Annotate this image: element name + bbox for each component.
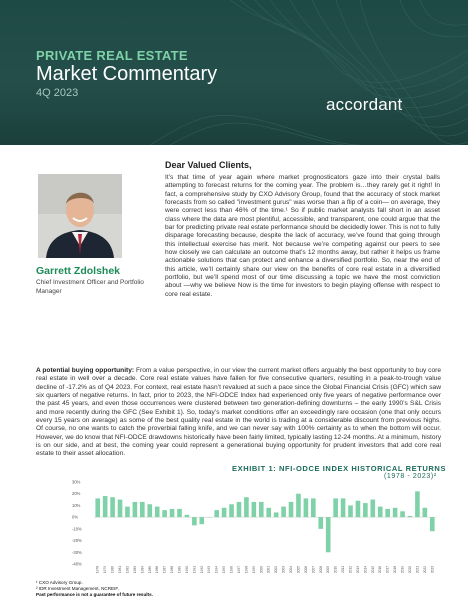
x-tick-label: 2009 <box>326 566 331 574</box>
bar-1982 <box>125 507 130 518</box>
x-tick-label: 2002 <box>274 566 279 574</box>
bar-2013 <box>356 501 361 517</box>
x-tick-label: 2004 <box>289 566 294 574</box>
bar-2002 <box>274 512 279 517</box>
bar-2001 <box>266 508 271 517</box>
x-tick-label: 1986 <box>155 566 160 574</box>
x-tick-label: 1996 <box>229 566 234 574</box>
x-tick-label: 2010 <box>333 566 338 574</box>
x-tick-label: 2006 <box>303 566 308 574</box>
returns-bar-chart <box>60 474 440 578</box>
bar-2004 <box>289 502 294 517</box>
bar-2018 <box>393 508 398 517</box>
bar-1984 <box>140 502 145 517</box>
bar-1979 <box>103 496 108 517</box>
x-tick-label: 2003 <box>281 566 286 574</box>
x-tick-label: 2001 <box>266 566 271 574</box>
bar-1999 <box>252 502 257 517</box>
bar-1985 <box>147 504 152 517</box>
bar-1980 <box>110 497 115 517</box>
x-tick-label: 1998 <box>244 566 249 574</box>
author-title: Chief Investment Officer and Portfolio Manager <box>36 279 144 295</box>
letter-salutation: Dear Valued Clients, <box>165 160 252 170</box>
header-banner <box>0 0 468 145</box>
bar-2003 <box>281 507 286 518</box>
bar-2005 <box>296 494 301 517</box>
bar-2023 <box>430 517 435 531</box>
x-tick-label: 2019 <box>400 566 405 574</box>
exhibit-subtitle: (1978 - 2023)² <box>384 473 437 480</box>
bar-2008 <box>318 517 323 529</box>
bar-1991 <box>192 517 197 525</box>
buying-opportunity-paragraph <box>36 367 441 459</box>
x-tick-label: 1983 <box>132 566 137 574</box>
bar-2012 <box>348 505 353 517</box>
x-tick-label: 2021 <box>415 566 420 574</box>
x-tick-label: 2016 <box>378 566 383 574</box>
report-period: 4Q 2023 <box>36 87 79 99</box>
x-tick-label: 2012 <box>348 566 353 574</box>
bar-2017 <box>385 509 390 517</box>
bar-1992 <box>199 517 204 524</box>
bar-2022 <box>423 508 428 517</box>
y-tick-label: -30% <box>72 549 82 555</box>
x-tick-label: 1978 <box>95 566 100 574</box>
bar-1998 <box>244 497 249 517</box>
y-tick-label: 0% <box>72 514 79 520</box>
x-tick-label: 2020 <box>407 566 412 574</box>
bar-1996 <box>229 504 234 517</box>
x-tick-label: 1980 <box>110 566 115 574</box>
x-tick-label: 1994 <box>214 566 219 574</box>
exhibit-title: EXHIBIT 1: NFI-ODCE INDEX HISTORICAL RETURNS <box>232 464 447 473</box>
bar-2009 <box>326 517 331 552</box>
brand-logo <box>326 95 402 115</box>
bar-1987 <box>162 510 167 517</box>
x-tick-label: 2018 <box>393 566 398 574</box>
y-tick-label: -40% <box>72 561 82 567</box>
bar-2000 <box>259 502 264 517</box>
bar-2016 <box>378 507 383 518</box>
x-tick-label: 1997 <box>236 566 241 574</box>
brand-logo-text: accordant <box>326 95 403 114</box>
bar-2010 <box>333 498 338 517</box>
bar-2007 <box>311 498 316 517</box>
y-tick-label: 20% <box>72 491 81 497</box>
author-name: Garrett Zdolshek <box>36 265 121 277</box>
bar-1997 <box>237 502 242 517</box>
footnote-1: ¹ CXO Advisory Group. <box>36 580 83 585</box>
bar-2011 <box>341 498 346 517</box>
y-tick-label: -10% <box>72 526 82 532</box>
x-tick-label: 2007 <box>311 566 316 574</box>
x-tick-label: 1995 <box>222 566 227 574</box>
x-tick-label: 1992 <box>199 566 204 574</box>
y-tick-label: 30% <box>72 479 81 485</box>
portrait-photo <box>38 174 122 258</box>
bar-1978 <box>95 498 100 517</box>
footnote-disclaimer: Past performance is not a guarantee of future results. <box>36 592 153 597</box>
y-tick-label: -20% <box>72 538 82 544</box>
x-tick-label: 1990 <box>184 566 189 574</box>
x-tick-label: 2013 <box>355 566 360 574</box>
x-tick-label: 1985 <box>147 566 152 574</box>
bar-1994 <box>214 510 219 517</box>
bar-1986 <box>155 507 160 518</box>
x-tick-label: 2017 <box>385 566 390 574</box>
paragraph-lead: A potential buying opportunity: <box>36 367 135 374</box>
y-tick-label: 10% <box>72 502 81 508</box>
bar-1981 <box>118 500 123 518</box>
x-tick-label: 1999 <box>251 566 256 574</box>
bar-2014 <box>363 503 368 517</box>
bar-1995 <box>222 508 227 517</box>
bar-1990 <box>185 515 190 517</box>
page-title: Market Commentary <box>36 63 218 85</box>
x-tick-label: 1979 <box>103 566 108 574</box>
x-tick-label: 2015 <box>370 566 375 574</box>
bar-1983 <box>133 502 138 517</box>
bar-2015 <box>370 500 375 518</box>
header-kicker: PRIVATE REAL ESTATE <box>36 48 188 63</box>
x-tick-label: 2022 <box>422 566 427 574</box>
bar-2019 <box>400 511 405 517</box>
x-tick-label: 2008 <box>318 566 323 574</box>
x-tick-label: 2005 <box>296 566 301 574</box>
bar-2020 <box>408 516 413 517</box>
x-tick-label: 2014 <box>363 566 368 574</box>
x-tick-label: 1993 <box>207 566 212 574</box>
x-tick-label: 1982 <box>125 566 130 574</box>
bar-1988 <box>170 509 175 517</box>
x-tick-label: 1991 <box>192 566 197 574</box>
bar-1989 <box>177 509 182 517</box>
x-tick-label: 1989 <box>177 566 182 574</box>
paragraph-body: From a value perspective, in our view the current market offers arguably the best opportunity to buy core real estate in well over a decade. Core real estate values have fallen for five consecutive quarters, resulting in a peak-to-trough value decline of -17.2% as of Q4 2023. For context, real estate hasn’t revalued at such a pace since the Global Financial Crisis (GFC) which saw six quarters of negative returns. In fact, prior to 2023, the NFI-ODCE Index had experienced only five years of negative performance over the past 45 years, and even those occurrences were clustered between two generation-defining downturns – the early 1990’s S&L Crisis and more recently during the GFC (See Exhibit 1). So, today’s market conditions offer an exceedingly rare occasion (one that only occurs every 15 years on average) as some of the best quality real estate in the world is trading at a considerable discount from previous highs. Of course, no one wants to catch the proverbial falling knife, and we can never say with 100% certainty as to when the bottom will occur. However, we do know that NFI-ODCE drawdowns historically have been fairly limited, typically lasting 12-24 months. At a minimum, history is on our side, and at best, the coming year could represent a generational buying opportunity for prudent investors that add core real estate to their asset allocation. <box>36 367 441 458</box>
footnote-2: ² IDR Investment Management, NCREIF. <box>36 586 119 591</box>
bar-2021 <box>415 491 420 517</box>
letter-intro-paragraph: It’s that time of year again where market prognosticators gaze into their crystal balls attempting to forecast returns for the coming year. The problem is…they rarely get it right! In fact, a comprehensive study by CXO Advisory Group, found that the accuracy of stock market forecasts from so called "investment gurus" was worse than a flip of a coin— on average, they were correct less than 46% of the time.¹ So if public market analysts fall short in an asset class where the data are most plentiful, accessible, and transparent, one could argue that the bar for predicting private real estate performance should be decidedly lower. This is not to fully disparage forecasting because, despite the lack of accuracy, we’ve found that going through this intellectual exercise has merit. Not because we’re competing against our peers to see how closely we can calculate an outcome that’s 12 months away, but rather it helps us frame actionable solutions that can protect and enhance a diversified portfolio. So, near the end of this article, we’ll certainly share our view on the benefits of core real estate in a diversified portfolio, but we’ll spend most of our time discussing a topic we have the most conviction about —why we believe Now is the time for investors to begin playing offense with respect to core real estate. <box>165 174 440 298</box>
footnotes <box>36 580 153 598</box>
x-tick-label: 1988 <box>170 566 175 574</box>
x-tick-label: 1987 <box>162 566 167 574</box>
x-tick-label: 1981 <box>118 566 123 574</box>
x-tick-label: 2000 <box>259 566 264 574</box>
x-tick-label: 2023 <box>430 566 435 574</box>
bar-2006 <box>304 498 309 517</box>
x-tick-label: 2011 <box>341 566 346 573</box>
x-tick-label: 1984 <box>140 566 145 574</box>
